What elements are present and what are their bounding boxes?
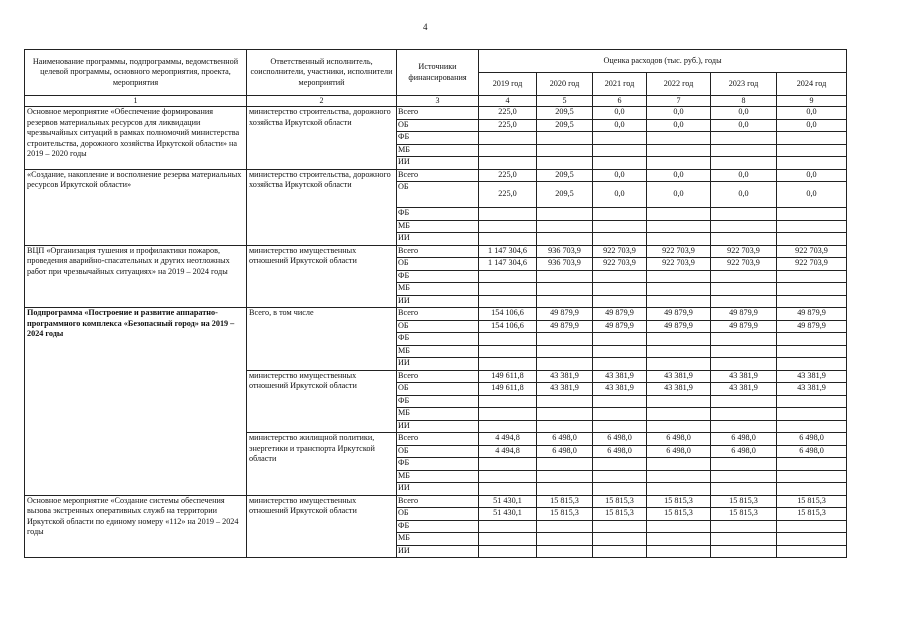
program-description: Основное мероприятие «Создание системы обеспечения вызова экстренных оперативных служб на территории Иркутской области по единому номеру «112» на 2019 – 2024 годы [25,495,247,558]
cost-value [647,144,711,157]
table-row [25,169,847,182]
cost-value: 49 879,9 [593,320,647,333]
funding-source: Всего [397,370,479,383]
cost-value: 149 611,8 [479,370,537,383]
cost-value [537,408,593,421]
cost-value: 936 703,9 [537,245,593,258]
column-number: 6 [593,96,647,107]
cost-value [777,132,847,145]
funding-source: ИИ [397,233,479,246]
funding-source: ОБ [397,508,479,521]
cost-value: 15 815,3 [711,508,777,521]
cost-value [777,358,847,371]
cost-value [711,458,777,471]
funding-source: Всего [397,308,479,321]
cost-value: 15 815,3 [593,508,647,521]
cost-value: 225,0 [479,182,537,208]
cost-value [647,270,711,283]
funding-source: ФБ [397,270,479,283]
cost-value [537,132,593,145]
cost-value [711,233,777,246]
table-row [25,495,847,508]
funding-source: ОБ [397,320,479,333]
cost-value [593,470,647,483]
responsible-executor: министерство имущественных отношений Иркутской области [247,495,397,558]
cost-value [777,270,847,283]
cost-value [647,358,711,371]
cost-value: 6 498,0 [777,445,847,458]
cost-value [593,144,647,157]
cost-value [479,295,537,308]
cost-value: 209,5 [537,182,593,208]
funding-source: МБ [397,283,479,296]
cost-value: 154 106,6 [479,320,537,333]
funding-source: МБ [397,533,479,546]
cost-value: 15 815,3 [711,495,777,508]
cost-value [711,220,777,233]
cost-value: 15 815,3 [647,508,711,521]
cost-value: 43 381,9 [593,383,647,396]
cost-value [711,345,777,358]
header-name: Наименование программы, подпрограммы, ведомственной целевой программы, основного мероприятия, проекта, мероприятия [25,50,247,96]
cost-value [537,470,593,483]
cost-value [777,395,847,408]
funding-source: МБ [397,408,479,421]
cost-value: 4 494,8 [479,433,537,446]
cost-value: 922 703,9 [711,258,777,271]
cost-value [537,533,593,546]
cost-value: 0,0 [711,119,777,132]
cost-value [479,483,537,496]
cost-value [593,345,647,358]
cost-value: 43 381,9 [647,383,711,396]
cost-value [593,458,647,471]
cost-value [647,333,711,346]
column-number: 8 [711,96,777,107]
table-row [25,245,847,258]
cost-value: 154 106,6 [479,308,537,321]
cost-value: 6 498,0 [711,445,777,458]
cost-value [479,458,537,471]
cost-value [537,157,593,170]
header-year: 2019 год [479,73,537,96]
cost-value [537,358,593,371]
cost-value [647,157,711,170]
funding-source: ИИ [397,358,479,371]
cost-value: 0,0 [711,182,777,208]
cost-value [479,395,537,408]
header-year: 2022 год [647,73,711,96]
cost-value [593,520,647,533]
header-source: Источники финансирования [397,50,479,96]
cost-value: 49 879,9 [647,320,711,333]
cost-value [777,470,847,483]
cost-value [711,533,777,546]
cost-value: 1 147 304,6 [479,245,537,258]
funding-source: Всего [397,107,479,120]
cost-value: 0,0 [777,119,847,132]
cost-value [479,220,537,233]
table-row [25,107,847,120]
program-description: «Создание, накопление и восполнение резерва материальных ресурсов Иркутской области» [25,169,247,245]
cost-value: 49 879,9 [647,308,711,321]
cost-value [593,533,647,546]
cost-value [593,233,647,246]
funding-source: Всего [397,169,479,182]
funding-source: ИИ [397,420,479,433]
cost-value [647,345,711,358]
cost-value [711,132,777,145]
cost-value: 43 381,9 [711,383,777,396]
cost-value [593,333,647,346]
budget-table [24,49,847,558]
cost-value [711,395,777,408]
cost-value [479,283,537,296]
cost-value [777,144,847,157]
cost-value [711,270,777,283]
cost-value [711,408,777,421]
cost-value [593,545,647,558]
cost-value [647,395,711,408]
funding-source: МБ [397,220,479,233]
cost-value [593,420,647,433]
cost-value [537,520,593,533]
cost-value: 15 815,3 [777,495,847,508]
cost-value: 6 498,0 [593,433,647,446]
cost-value: 225,0 [479,169,537,182]
cost-value [479,545,537,558]
funding-source: ФБ [397,395,479,408]
cost-value [537,395,593,408]
cost-value [647,295,711,308]
cost-value [537,420,593,433]
cost-value: 49 879,9 [537,308,593,321]
cost-value [777,333,847,346]
cost-value [593,132,647,145]
cost-value [647,470,711,483]
cost-value [647,283,711,296]
cost-value: 15 815,3 [537,508,593,521]
cost-value [711,358,777,371]
cost-value [647,483,711,496]
funding-source: ФБ [397,208,479,221]
funding-source: МБ [397,470,479,483]
funding-source: ИИ [397,157,479,170]
cost-value: 43 381,9 [777,383,847,396]
cost-value: 15 815,3 [593,495,647,508]
cost-value [711,295,777,308]
cost-value: 6 498,0 [593,445,647,458]
cost-value [711,333,777,346]
responsible-executor: министерство строительства, дорожного хозяйства Иркутской области [247,107,397,170]
cost-value: 43 381,9 [777,370,847,383]
funding-source: ИИ [397,545,479,558]
cost-value [647,545,711,558]
header-year: 2024 год [777,73,847,96]
program-description: ВЦП «Организация тушения и профилактики пожаров, проведения аварийно-спасательных и других неотложных работ при чрезвычайных ситуациях» на 2019 – 2024 годы [25,245,247,308]
cost-value: 922 703,9 [593,258,647,271]
cost-value [593,283,647,296]
responsible-executor: министерство строительства, дорожного хозяйства Иркутской области [247,169,397,245]
cost-value [777,545,847,558]
funding-source: ИИ [397,483,479,496]
column-number: 2 [247,96,397,107]
header-cost: Оценка расходов (тыс. руб.), годы [479,50,847,73]
cost-value [777,157,847,170]
cost-value [711,545,777,558]
column-number: 9 [777,96,847,107]
funding-source: ОБ [397,383,479,396]
cost-value [479,157,537,170]
column-number: 1 [25,96,247,107]
cost-value: 49 879,9 [711,308,777,321]
cost-value [711,470,777,483]
funding-source: Всего [397,433,479,446]
cost-value: 936 703,9 [537,258,593,271]
header-year: 2021 год [593,73,647,96]
cost-value [537,545,593,558]
cost-value: 922 703,9 [777,258,847,271]
cost-value [537,144,593,157]
cost-value: 922 703,9 [711,245,777,258]
funding-source: ОБ [397,258,479,271]
cost-value [537,283,593,296]
cost-value [711,208,777,221]
cost-value [537,220,593,233]
cost-value [537,208,593,221]
cost-value [777,295,847,308]
cost-value: 49 879,9 [711,320,777,333]
responsible-executor: министерство имущественных отношений Иркутской области [247,245,397,308]
cost-value [593,358,647,371]
funding-source: ФБ [397,333,479,346]
cost-value [593,483,647,496]
cost-value [593,208,647,221]
cost-value [711,283,777,296]
cost-value [479,533,537,546]
cost-value: 922 703,9 [593,245,647,258]
cost-value: 49 879,9 [777,308,847,321]
funding-source: ФБ [397,458,479,471]
cost-value: 0,0 [647,182,711,208]
responsible-executor: министерство жилищной политики, энергетики и транспорта Иркутской области [247,433,397,496]
header-responsible: Ответственный исполнитель, соисполнители, участники, исполнители мероприятий [247,50,397,96]
cost-value [479,144,537,157]
table-body [25,107,847,558]
cost-value [593,295,647,308]
cost-value: 49 879,9 [593,308,647,321]
cost-value [479,470,537,483]
cost-value [777,208,847,221]
cost-value [537,458,593,471]
cost-value [647,533,711,546]
cost-value [777,283,847,296]
column-number: 3 [397,96,479,107]
cost-value: 209,5 [537,169,593,182]
cost-value [777,345,847,358]
cost-value [479,345,537,358]
cost-value: 15 815,3 [537,495,593,508]
cost-value [479,132,537,145]
cost-value [647,458,711,471]
cost-value: 43 381,9 [593,370,647,383]
cost-value: 209,5 [537,119,593,132]
cost-value: 922 703,9 [647,258,711,271]
cost-value: 49 879,9 [777,320,847,333]
cost-value [537,295,593,308]
column-number: 5 [537,96,593,107]
column-number: 4 [479,96,537,107]
cost-value [479,208,537,221]
cost-value: 0,0 [711,169,777,182]
cost-value [647,408,711,421]
cost-value [537,345,593,358]
funding-source: ОБ [397,445,479,458]
cost-value: 0,0 [593,119,647,132]
cost-value: 225,0 [479,107,537,120]
cost-value [711,520,777,533]
cost-value [479,358,537,371]
cost-value [479,520,537,533]
cost-value [777,220,847,233]
responsible-executor: Всего, в том числе [247,308,397,371]
cost-value [647,132,711,145]
cost-value: 0,0 [647,107,711,120]
page-number: 4 [423,22,428,32]
funding-source: Всего [397,245,479,258]
funding-source: ФБ [397,520,479,533]
cost-value [479,408,537,421]
program-description: Основное мероприятие «Обеспечение формирования резервов материальных ресурсов для ликвидации чрезвычайных ситуаций в рамках полномочий министерства строительства, дорожного хозяйства Иркутской области» на 2019 – 2020 годы [25,107,247,170]
funding-source: ФБ [397,132,479,145]
table-row [25,308,847,321]
cost-value [777,420,847,433]
cost-value [593,395,647,408]
cost-value: 6 498,0 [537,445,593,458]
cost-value: 0,0 [777,169,847,182]
cost-value [777,483,847,496]
funding-source: ИИ [397,295,479,308]
cost-value [479,420,537,433]
cost-value: 0,0 [593,169,647,182]
cost-value [711,420,777,433]
cost-value: 0,0 [711,107,777,120]
cost-value [777,533,847,546]
cost-value [479,233,537,246]
cost-value: 49 879,9 [537,320,593,333]
cost-value [537,333,593,346]
cost-value [711,157,777,170]
cost-value [777,520,847,533]
cost-value [537,233,593,246]
cost-value: 6 498,0 [537,433,593,446]
cost-value: 43 381,9 [647,370,711,383]
funding-source: Всего [397,495,479,508]
cost-value: 6 498,0 [711,433,777,446]
funding-source: МБ [397,144,479,157]
cost-value [777,233,847,246]
cost-value: 0,0 [777,107,847,120]
cost-value: 51 430,1 [479,508,537,521]
cost-value: 149 611,8 [479,383,537,396]
cost-value: 0,0 [777,182,847,208]
cost-value: 43 381,9 [711,370,777,383]
cost-value: 225,0 [479,119,537,132]
cost-value: 0,0 [647,119,711,132]
cost-value [537,483,593,496]
cost-value [537,270,593,283]
funding-source: ОБ [397,119,479,132]
cost-value: 922 703,9 [647,245,711,258]
funding-source: МБ [397,345,479,358]
cost-value: 43 381,9 [537,383,593,396]
cost-value: 51 430,1 [479,495,537,508]
cost-value [777,458,847,471]
cost-value [593,270,647,283]
cost-value [593,408,647,421]
cost-value [647,420,711,433]
cost-value [479,333,537,346]
cost-value [647,208,711,221]
program-description: Подпрограмма «Построение и развитие аппаратно-программного комплекса «Безопасный город» на 2019 – 2024 годы [25,308,247,496]
cost-value [711,483,777,496]
cost-value: 0,0 [647,169,711,182]
cost-value: 0,0 [593,182,647,208]
cost-value [479,270,537,283]
cost-value: 1 147 304,6 [479,258,537,271]
cost-value [647,233,711,246]
cost-value: 6 498,0 [647,433,711,446]
column-number: 7 [647,96,711,107]
header-year: 2020 год [537,73,593,96]
cost-value [593,220,647,233]
cost-value: 6 498,0 [777,433,847,446]
cost-value: 15 815,3 [777,508,847,521]
cost-value [647,220,711,233]
cost-value: 922 703,9 [777,245,847,258]
cost-value [647,520,711,533]
cost-value [777,408,847,421]
cost-value: 6 498,0 [647,445,711,458]
responsible-executor: министерство имущественных отношений Иркутской области [247,370,397,433]
funding-source: ОБ [397,182,479,208]
cost-value [593,157,647,170]
cost-value: 43 381,9 [537,370,593,383]
cost-value: 0,0 [593,107,647,120]
header-year: 2023 год [711,73,777,96]
cost-value: 209,5 [537,107,593,120]
cost-value: 4 494,8 [479,445,537,458]
cost-value: 15 815,3 [647,495,711,508]
cost-value [711,144,777,157]
